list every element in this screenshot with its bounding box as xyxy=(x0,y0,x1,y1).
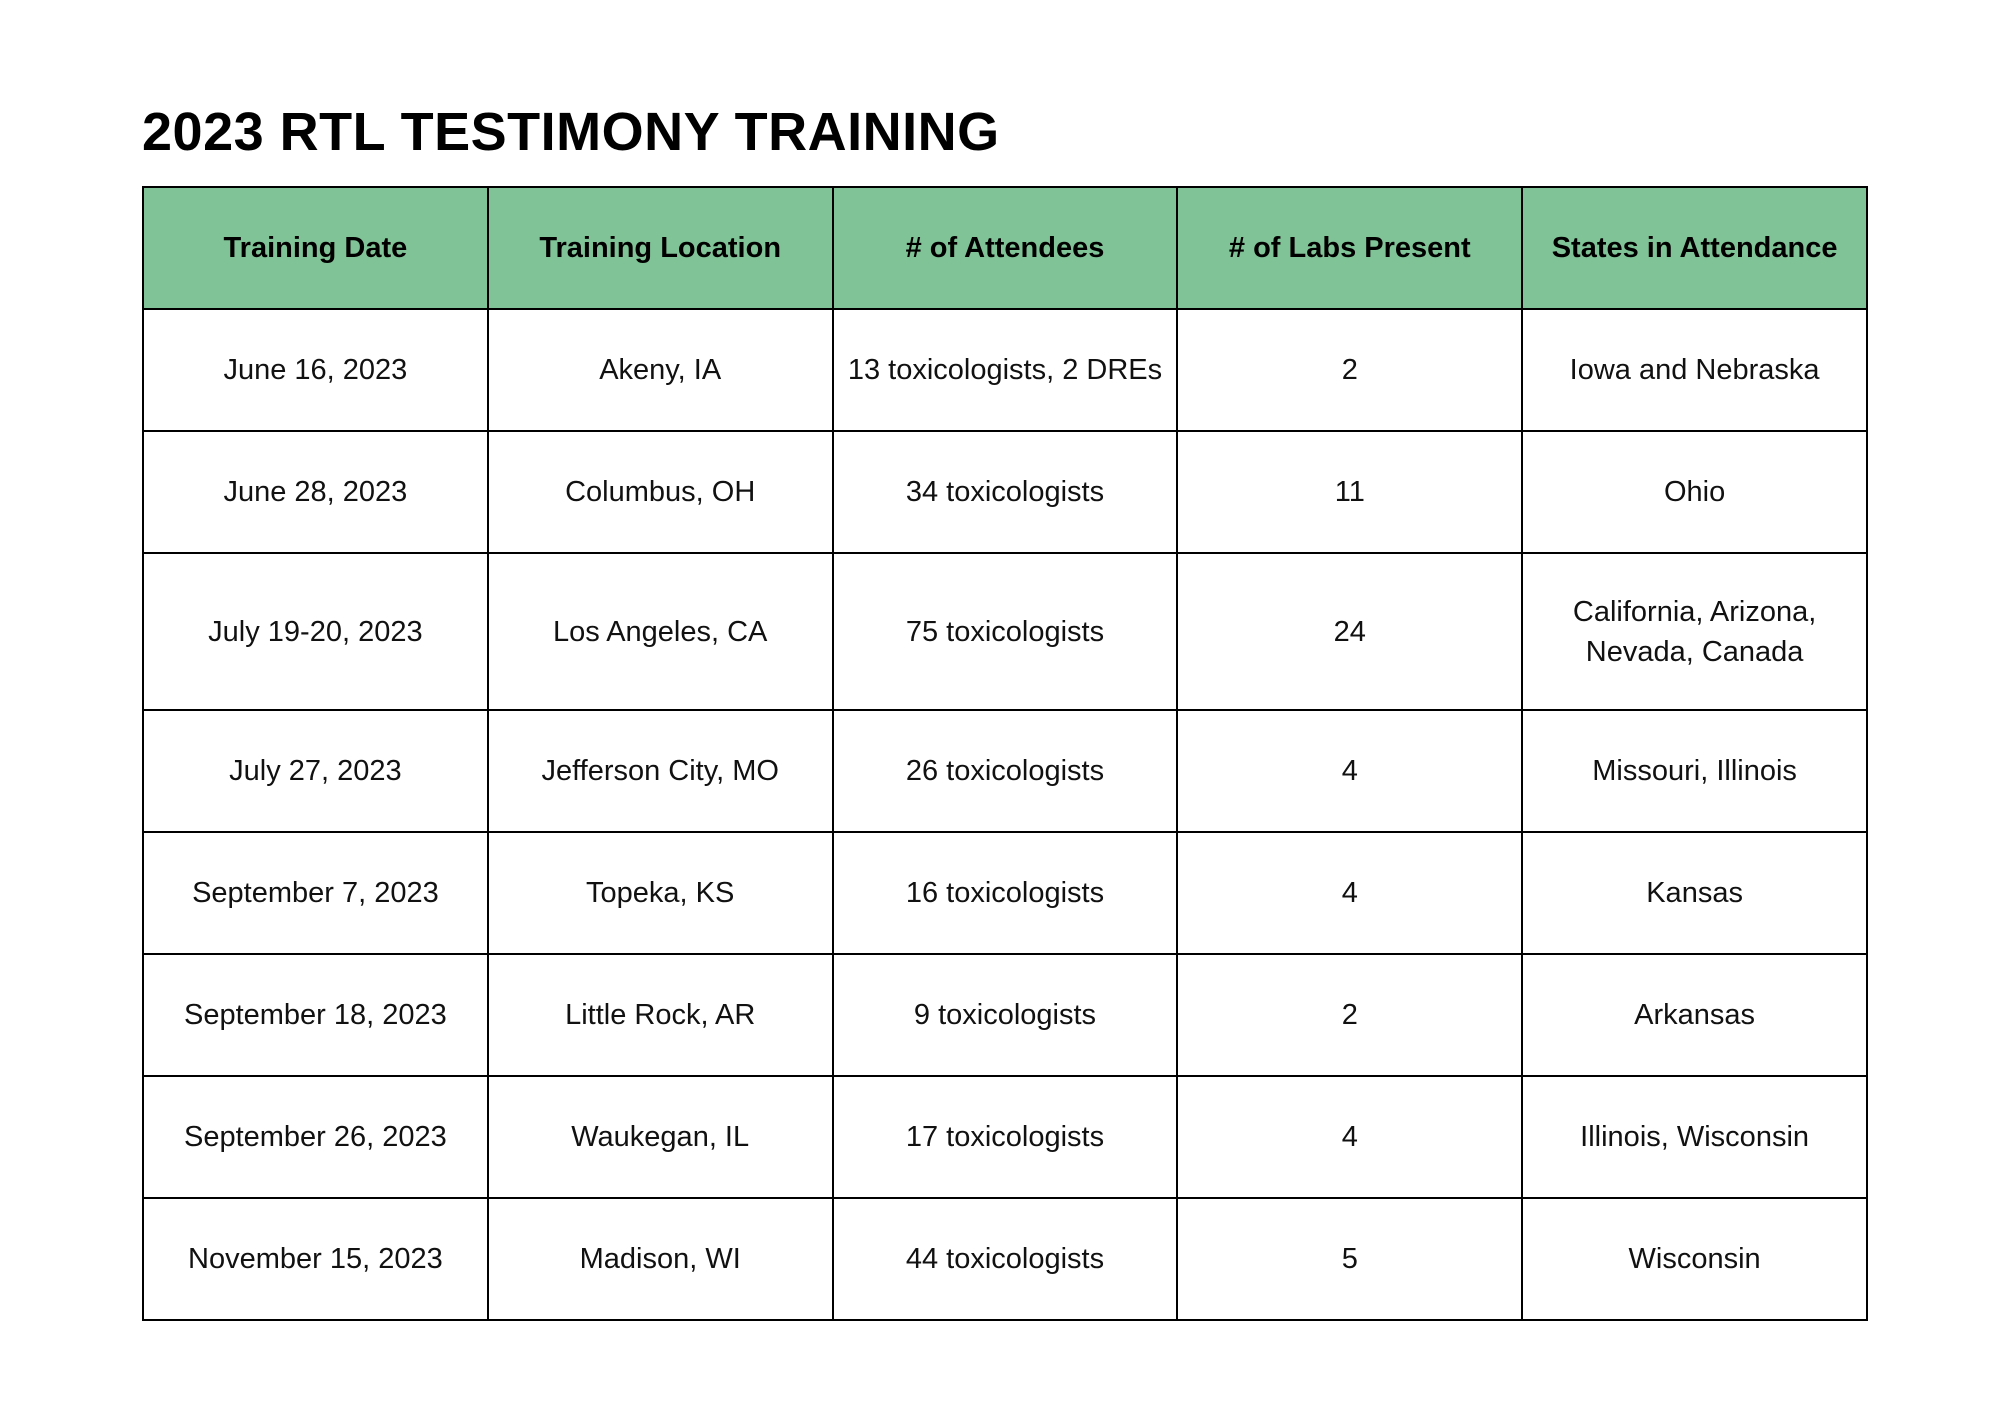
cell-attendees: 34 toxicologists xyxy=(833,431,1178,553)
header-states: States in Attendance xyxy=(1522,187,1867,309)
table-row xyxy=(143,710,1867,832)
cell-date: September 7, 2023 xyxy=(143,832,488,954)
table-row xyxy=(143,309,1867,431)
cell-attendees: 17 toxicologists xyxy=(833,1076,1178,1198)
training-table-container xyxy=(142,186,1868,1321)
table-row xyxy=(143,832,1867,954)
cell-location: Columbus, OH xyxy=(488,431,833,553)
page-title: 2023 RTL TESTIMONY TRAINING xyxy=(142,102,1000,162)
cell-states-line: California, Arizona, xyxy=(1572,595,1817,628)
header-attendees: # of Attendees xyxy=(833,187,1178,309)
cell-states: Iowa and Nebraska xyxy=(1522,309,1867,431)
cell-states: Arkansas xyxy=(1522,954,1867,1076)
cell-location: Los Angeles, CA xyxy=(488,553,833,710)
cell-date: July 27, 2023 xyxy=(143,710,488,832)
cell-attendees: 13 toxicologists, 2 DREs xyxy=(833,309,1178,431)
cell-labs: 4 xyxy=(1177,1076,1522,1198)
cell-date: November 15, 2023 xyxy=(143,1198,488,1320)
cell-date: September 18, 2023 xyxy=(143,954,488,1076)
cell-states xyxy=(1522,553,1867,710)
header-training-date: Training Date xyxy=(143,187,488,309)
cell-states: Ohio xyxy=(1522,431,1867,553)
cell-states-line: Nevada, Canada xyxy=(1585,635,1804,668)
header-row xyxy=(143,187,1867,309)
cell-labs: 4 xyxy=(1177,832,1522,954)
cell-labs: 2 xyxy=(1177,309,1522,431)
cell-states: Kansas xyxy=(1522,832,1867,954)
cell-attendees: 26 toxicologists xyxy=(833,710,1178,832)
cell-labs: 24 xyxy=(1177,553,1522,710)
cell-date: June 28, 2023 xyxy=(143,431,488,553)
training-table xyxy=(142,186,1868,1321)
cell-labs: 4 xyxy=(1177,710,1522,832)
cell-states: Missouri, Illinois xyxy=(1522,710,1867,832)
cell-labs: 11 xyxy=(1177,431,1522,553)
table-row xyxy=(143,1198,1867,1320)
table-body xyxy=(143,309,1867,1320)
table-header xyxy=(143,187,1867,309)
cell-states: Illinois, Wisconsin xyxy=(1522,1076,1867,1198)
cell-location: Akeny, IA xyxy=(488,309,833,431)
cell-date: June 16, 2023 xyxy=(143,309,488,431)
cell-location: Madison, WI xyxy=(488,1198,833,1320)
cell-attendees: 75 toxicologists xyxy=(833,553,1178,710)
table-row xyxy=(143,431,1867,553)
cell-attendees: 16 toxicologists xyxy=(833,832,1178,954)
cell-location: Topeka, KS xyxy=(488,832,833,954)
cell-date: July 19-20, 2023 xyxy=(143,553,488,710)
cell-labs: 5 xyxy=(1177,1198,1522,1320)
cell-attendees: 9 toxicologists xyxy=(833,954,1178,1076)
cell-attendees: 44 toxicologists xyxy=(833,1198,1178,1320)
cell-location: Little Rock, AR xyxy=(488,954,833,1076)
cell-labs: 2 xyxy=(1177,954,1522,1076)
table-row xyxy=(143,1076,1867,1198)
header-labs-present: # of Labs Present xyxy=(1177,187,1522,309)
cell-date: September 26, 2023 xyxy=(143,1076,488,1198)
header-training-location: Training Location xyxy=(488,187,833,309)
cell-states: Wisconsin xyxy=(1522,1198,1867,1320)
cell-location: Jefferson City, MO xyxy=(488,710,833,832)
table-row xyxy=(143,954,1867,1076)
table-row xyxy=(143,553,1867,710)
cell-location: Waukegan, IL xyxy=(488,1076,833,1198)
